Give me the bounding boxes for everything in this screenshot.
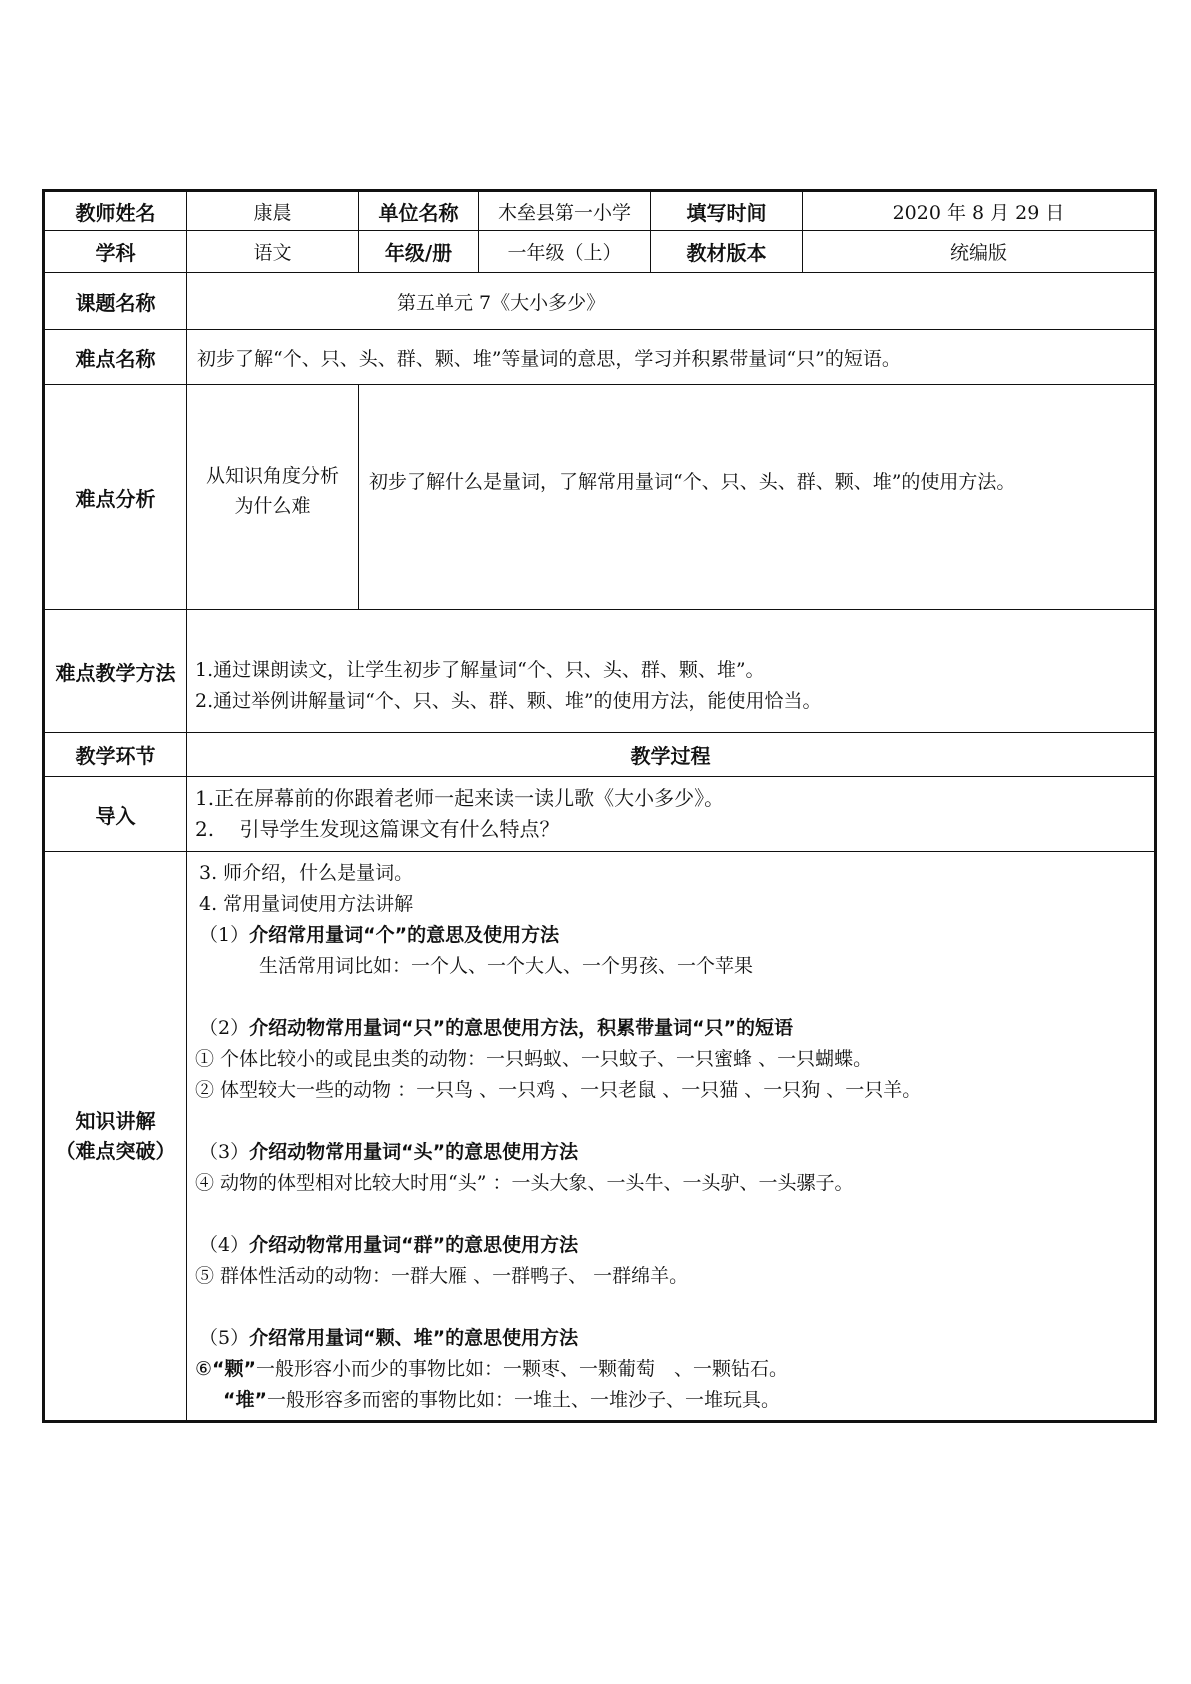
knowledge-line-12-num: （5） bbox=[199, 1327, 250, 1349]
knowledge-label-2: （难点突破） bbox=[55, 1139, 176, 1163]
spacer bbox=[195, 1292, 1144, 1323]
row-analysis bbox=[44, 385, 1156, 610]
knowledge-line-5-num: （2） bbox=[199, 1017, 250, 1039]
knowledge-line-5 bbox=[195, 1013, 1144, 1044]
subject-label: 学科 bbox=[44, 231, 187, 273]
method-value bbox=[187, 610, 1156, 733]
knowledge-line-12 bbox=[195, 1323, 1144, 1354]
row-intro bbox=[44, 777, 1156, 852]
topic-value: 第五单元 7《大小多少》 bbox=[187, 273, 1156, 330]
knowledge-line-2: 4. 常用量词使用方法讲解 bbox=[199, 893, 414, 915]
edition-value: 统编版 bbox=[803, 231, 1156, 273]
teacher-label: 教师姓名 bbox=[44, 191, 187, 231]
knowledge-line-13-text: 一般形容小而少的事物比如：一颗枣、一颗葡萄 、一颗钻石。 bbox=[256, 1358, 789, 1380]
row-knowledge bbox=[44, 852, 1156, 1422]
knowledge-label bbox=[44, 852, 187, 1422]
analysis-sub-label-1: 从知识角度分析 bbox=[205, 465, 339, 487]
knowledge-content bbox=[187, 852, 1156, 1422]
process-step-label: 教学环节 bbox=[44, 733, 187, 777]
row-teacher bbox=[44, 191, 1156, 231]
intro-value bbox=[187, 777, 1156, 852]
intro-label: 导入 bbox=[44, 777, 187, 852]
analysis-value: 初步了解什么是量词，了解常用量词“个、只、头、群、颗、堆”的使用方法。 bbox=[359, 385, 1156, 610]
knowledge-line-8-num: （3） bbox=[199, 1141, 250, 1163]
intro-line-2: 2. 引导学生发现这篇课文有什么特点？ bbox=[195, 817, 560, 841]
knowledge-line-1: 3. 师介绍，什么是量词。 bbox=[199, 862, 414, 884]
knowledge-line-3-heading: 介绍常用量词“个”的意思及使用方法 bbox=[249, 924, 560, 946]
difficulty-label: 难点名称 bbox=[44, 330, 187, 385]
knowledge-line-10 bbox=[195, 1230, 1144, 1261]
subject-value: 语文 bbox=[187, 231, 359, 273]
row-subject bbox=[44, 231, 1156, 273]
spacer bbox=[195, 982, 1144, 1013]
lesson-plan-table bbox=[42, 189, 1157, 1423]
unit-label: 单位名称 bbox=[359, 191, 479, 231]
analysis-sub-label bbox=[187, 385, 359, 610]
knowledge-line-8 bbox=[195, 1137, 1144, 1168]
spacer bbox=[195, 1199, 1144, 1230]
method-line-2: 2.通过举例讲解量词“个、只、头、群、颗、堆”的使用方法，能使用恰当。 bbox=[195, 690, 822, 712]
process-label: 教学过程 bbox=[187, 733, 1156, 777]
topic-label: 课题名称 bbox=[44, 273, 187, 330]
knowledge-line-8-heading: 介绍动物常用量词“头”的意思使用方法 bbox=[249, 1141, 579, 1163]
knowledge-line-9: ④ 动物的体型相对比较大时用“头” ：一头大象、一头牛、一头驴、一头骡子。 bbox=[195, 1172, 854, 1194]
analysis-label: 难点分析 bbox=[44, 385, 187, 610]
teacher-value: 康晨 bbox=[187, 191, 359, 231]
intro-line-1: 1.正在屏幕前的你跟着老师一起来读一读儿歌《大小多少》。 bbox=[195, 786, 725, 810]
row-method bbox=[44, 610, 1156, 733]
knowledge-line-14 bbox=[195, 1385, 1144, 1416]
method-label: 难点教学方法 bbox=[44, 610, 187, 733]
knowledge-line-3-num: （1） bbox=[199, 924, 250, 946]
knowledge-line-10-num: （4） bbox=[199, 1234, 250, 1256]
knowledge-line-14-text: 一般形容多而密的事物比如：一堆土、一堆沙子、一堆玩具。 bbox=[266, 1389, 780, 1411]
row-difficulty bbox=[44, 330, 1156, 385]
analysis-sub-label-2: 为什么难 bbox=[234, 495, 311, 517]
knowledge-line-13 bbox=[195, 1354, 1144, 1385]
difficulty-value: 初步了解“个、只、头、群、颗、堆”等量词的意思，学习并积累带量词“只”的短语。 bbox=[187, 330, 1156, 385]
grade-label: 年级/册 bbox=[359, 231, 479, 273]
edition-label: 教材版本 bbox=[651, 231, 803, 273]
row-process-header bbox=[44, 733, 1156, 777]
knowledge-label-1: 知识讲解 bbox=[75, 1109, 156, 1133]
knowledge-line-13-term: “颗” bbox=[212, 1358, 257, 1380]
knowledge-line-14-term: “堆” bbox=[223, 1389, 267, 1411]
time-label: 填写时间 bbox=[651, 191, 803, 231]
knowledge-line-5-heading: 介绍动物常用量词“只”的意思使用方法，积累带量词“只”的短语 bbox=[249, 1017, 794, 1039]
unit-value: 木垒县第一小学 bbox=[479, 191, 651, 231]
spacer bbox=[195, 1106, 1144, 1137]
knowledge-line-6: ① 个体比较小的或昆虫类的动物：一只蚂蚁、一只蚊子、一只蜜蜂 、一只蝴蝶。 bbox=[195, 1048, 873, 1070]
knowledge-line-3 bbox=[195, 920, 1144, 951]
method-line-1: 1.通过课朗读文，让学生初步了解量词“个、只、头、群、颗、堆”。 bbox=[195, 659, 765, 681]
knowledge-line-13-marker: ⑥ bbox=[195, 1358, 213, 1380]
row-topic bbox=[44, 273, 1156, 330]
knowledge-line-7: ② 体型较大一些的动物 ：一只鸟 、一只鸡 、一只老鼠 、一只猫 、一只狗 、一只羊。 bbox=[195, 1079, 922, 1101]
time-value: 2020 年 8 月 29 日 bbox=[803, 191, 1156, 231]
knowledge-line-4: 生活常用词比如：一个人、一个大人、一个男孩、一个苹果 bbox=[259, 955, 754, 977]
grade-value: 一年级（上） bbox=[479, 231, 651, 273]
knowledge-line-10-heading: 介绍动物常用量词“群”的意思使用方法 bbox=[249, 1234, 579, 1256]
knowledge-line-12-heading: 介绍常用量词“颗、堆”的意思使用方法 bbox=[249, 1327, 579, 1349]
knowledge-line-11: ⑤ 群体性活动的动物：一群大雁 、一群鸭子、 一群绵羊。 bbox=[195, 1265, 689, 1287]
